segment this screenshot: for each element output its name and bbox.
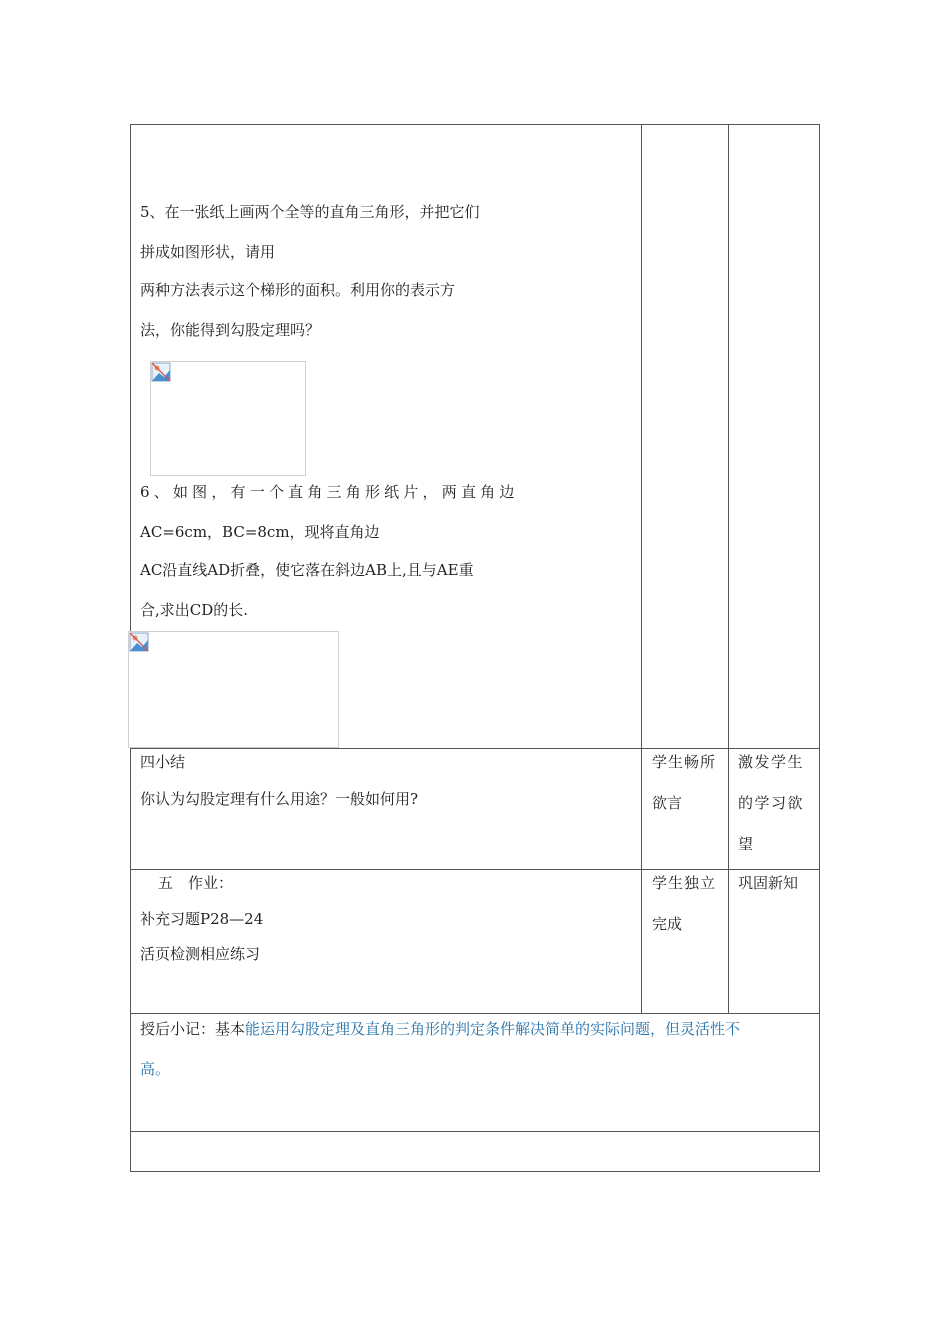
table-row-divider-3 <box>130 1013 820 1014</box>
notes-line-2: 高。 <box>140 1060 171 1078</box>
broken-image-icon <box>129 632 149 652</box>
table-row-divider-1 <box>130 748 820 749</box>
table-border-right <box>819 124 820 1172</box>
q6-line-2: AC=6cm，BC=8cm，现将直角边 <box>140 523 380 541</box>
q6-line-3: AC沿直线AD折叠，使它落在斜边AB上,且与AE重 <box>140 561 474 579</box>
summary-goal-line-3: 望 <box>738 835 754 853</box>
q6-line-4: 合,求出CD的长. <box>140 601 249 619</box>
summary-goal-line-1: 激发学生 <box>738 753 805 771</box>
notes-prefix: 授后小记：基本 <box>140 1020 246 1038</box>
table-row-divider-2 <box>130 869 820 870</box>
homework-line-2: 活页检测相应练习 <box>140 945 261 963</box>
figure-image-2 <box>128 631 339 748</box>
table-col-divider-1 <box>641 124 642 1014</box>
notes-line-1 <box>140 1019 740 1039</box>
homework-line-1: 补充习题P28—24 <box>140 910 264 928</box>
summary-question: 你认为勾股定理有什么用途？一般如何用? <box>140 790 419 808</box>
homework-student-line-2: 完成 <box>652 915 683 933</box>
q6-line-1: 6、如图，有一个直角三角形纸片，两直角边 <box>140 483 519 501</box>
q5-line-4: 法，你能得到勾股定理吗？ <box>140 321 321 339</box>
q5-line-2: 拼成如图形状，请用 <box>140 243 276 261</box>
figure-image-1 <box>150 361 306 476</box>
summary-student-line-2: 欲言 <box>652 794 683 812</box>
notes-highlight-1: 能运用勾股定理及直角三角形的判定条件解决简单的实际问题，但灵活性不 <box>245 1020 741 1038</box>
table-row-divider-4 <box>130 1131 820 1132</box>
summary-goal-line-2: 的学习欲 <box>738 794 805 812</box>
q5-line-3: 两种方法表示这个梯形的面积。利用你的表示方 <box>140 281 456 299</box>
table-col-divider-2 <box>728 124 729 1014</box>
table-border-top <box>130 124 820 125</box>
homework-title: 五 作业： <box>158 874 234 892</box>
table-border-bottom <box>130 1171 820 1172</box>
homework-goal: 巩固新知 <box>738 874 799 892</box>
q5-line-1: 5、在一张纸上画两个全等的直角三角形，并把它们 <box>140 203 480 221</box>
summary-title: 四小结 <box>140 753 186 771</box>
homework-student-line-1: 学生独立 <box>652 874 717 892</box>
broken-image-icon <box>151 362 171 382</box>
summary-student-line-1: 学生畅所 <box>652 753 717 771</box>
